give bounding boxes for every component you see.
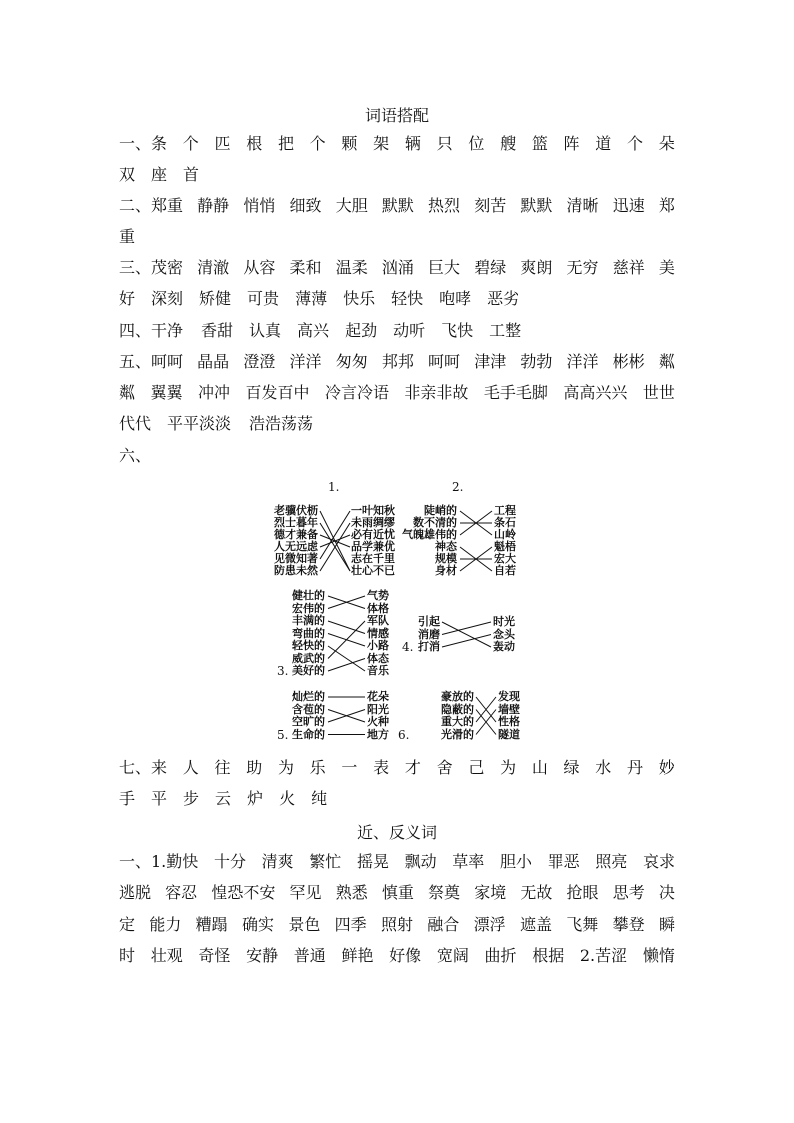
match-word: 威武的 — [292, 651, 325, 665]
word: 咆哮 — [439, 289, 472, 308]
match-word: 美好的 — [292, 664, 325, 677]
word: 个 — [182, 134, 199, 153]
word: 彬彬 — [612, 352, 645, 371]
match-word: 条石 — [494, 516, 516, 529]
word: 哀求 — [642, 852, 675, 871]
match-word: 气势 — [367, 589, 389, 602]
match-word: 山岭 — [494, 528, 516, 541]
word: 安静 — [246, 946, 279, 965]
text-line — [119, 413, 675, 435]
word: 快乐 — [343, 289, 376, 308]
group-number: 3. — [277, 664, 289, 678]
match-word: 一叶知秋 — [351, 504, 395, 517]
word: 绿 — [563, 758, 580, 777]
text-line — [119, 382, 675, 404]
word: 温柔 — [335, 258, 368, 277]
word: 丹 — [627, 758, 644, 777]
word: 呵呵 — [428, 352, 461, 371]
word: 工整 — [489, 321, 522, 340]
word: 好像 — [389, 946, 422, 965]
word: 一、1.勤快 — [119, 852, 199, 871]
word: 往 — [214, 758, 231, 777]
match-word: 墙壁 — [498, 702, 520, 716]
word: 悄悄 — [243, 196, 276, 215]
word: 澄澄 — [243, 352, 276, 371]
match-word: 引起 — [418, 615, 440, 628]
word: 美 — [658, 258, 675, 277]
word: 重 — [119, 227, 136, 246]
word: 默默 — [520, 196, 553, 215]
word: 确实 — [241, 915, 274, 934]
word: 清爽 — [261, 852, 294, 871]
text-line — [119, 851, 675, 873]
word: 胆小 — [499, 852, 532, 871]
match-word: 性格 — [498, 715, 520, 728]
word: 艘 — [500, 134, 517, 153]
text-line — [119, 257, 675, 279]
word: 水 — [595, 758, 612, 777]
match-word: 人无远虑 — [274, 540, 318, 553]
word: 架 — [373, 134, 390, 153]
word: 双 — [119, 165, 136, 184]
word: 照亮 — [595, 852, 628, 871]
match-word: 重大的 — [441, 715, 474, 728]
match-word: 灿烂的 — [292, 690, 325, 703]
match-word: 魁梧 — [494, 540, 516, 553]
word: 颗 — [341, 134, 358, 153]
word: 深刻 — [151, 289, 184, 308]
word: 静静 — [197, 196, 230, 215]
match-word: 丰满的 — [292, 614, 325, 627]
word: 清澈 — [197, 258, 230, 277]
word: 惶恐不安 — [211, 883, 276, 902]
match-word: 花朵 — [367, 690, 389, 703]
word: 根 — [246, 134, 263, 153]
word: 爽朗 — [520, 258, 553, 277]
text-line — [119, 195, 675, 217]
text-line — [119, 914, 675, 936]
word: 抢眼 — [566, 883, 599, 902]
match-word: 老骥伏枥 — [274, 504, 318, 517]
match-word: 小路 — [367, 639, 389, 652]
match-word: 工程 — [494, 504, 516, 517]
word: 奇怪 — [198, 946, 231, 965]
text-line — [119, 945, 675, 967]
match-line — [442, 622, 491, 635]
match-word: 弯曲的 — [292, 626, 325, 640]
word: 乐 — [309, 758, 326, 777]
word: 壮观 — [150, 946, 183, 965]
word: 二、郑重 — [119, 196, 184, 215]
word: 糟蹋 — [195, 915, 228, 934]
match-word: 气魄雄伟的 — [402, 528, 457, 541]
match-word: 音乐 — [367, 664, 389, 677]
word: 从容 — [243, 258, 276, 277]
match-line — [328, 659, 365, 672]
text-line — [119, 882, 675, 904]
word: 鲜艳 — [341, 946, 374, 965]
text-line — [119, 351, 675, 373]
word: 繁忙 — [309, 852, 342, 871]
match-line — [328, 646, 365, 671]
match-word: 隧道 — [498, 727, 520, 741]
word: 汹涌 — [381, 258, 414, 277]
word: 只 — [436, 134, 453, 153]
word: 郑 — [658, 196, 675, 215]
word: 邦邦 — [381, 352, 414, 371]
match-word: 自若 — [494, 564, 516, 577]
word: 冲冲 — [197, 383, 230, 402]
word: 高兴 — [297, 321, 330, 340]
word: 助 — [246, 758, 263, 777]
word: 薄薄 — [295, 289, 328, 308]
word: 匹 — [214, 134, 231, 153]
word: 慎重 — [381, 883, 414, 902]
word: 炉 — [247, 789, 264, 808]
word: 飞舞 — [566, 915, 599, 934]
match-word: 发现 — [498, 690, 520, 703]
word: 曲折 — [484, 946, 517, 965]
word: 平 — [151, 789, 168, 808]
match-word: 陡峭的 — [424, 504, 457, 517]
match-line — [442, 622, 491, 647]
word: 十分 — [213, 852, 246, 871]
word: 摇晃 — [356, 852, 389, 871]
match-word: 宏大 — [494, 552, 516, 565]
word: 能力 — [149, 915, 182, 934]
word: 迅速 — [612, 196, 645, 215]
word: 2.苦涩 — [579, 946, 628, 965]
group-number: 5. — [277, 728, 289, 742]
word: 六、 — [119, 446, 152, 465]
word: 罪恶 — [547, 852, 580, 871]
word: 漂浮 — [473, 915, 506, 934]
word: 位 — [468, 134, 485, 153]
group-number: 1. — [328, 480, 340, 494]
match-line — [328, 621, 365, 659]
match-word: 含苞的 — [292, 702, 325, 716]
word: 根据 — [532, 946, 565, 965]
word: 粼 — [119, 383, 136, 402]
group-number: 4. — [402, 640, 414, 654]
text-line — [119, 788, 675, 810]
group-number: 6. — [398, 728, 410, 742]
text-line — [119, 164, 675, 186]
text-line — [119, 133, 675, 155]
word: 步 — [183, 789, 200, 808]
match-word: 时光 — [493, 615, 515, 628]
word: 辆 — [404, 134, 421, 153]
match-line — [320, 511, 350, 559]
word: 晶晶 — [197, 352, 230, 371]
match-word: 情感 — [367, 626, 389, 640]
match-word: 品学兼优 — [351, 540, 395, 553]
word: 草率 — [452, 852, 485, 871]
word: 津津 — [474, 352, 507, 371]
word: 阵 — [563, 134, 580, 153]
word: 七、来 — [119, 758, 168, 777]
word: 碧绿 — [474, 258, 507, 277]
word: 个 — [309, 134, 326, 153]
word: 表 — [373, 758, 390, 777]
word: 四、干净 — [119, 321, 184, 340]
word: 罕见 — [289, 883, 322, 902]
word: 认真 — [249, 321, 282, 340]
word: 才 — [404, 758, 421, 777]
word: 火 — [279, 789, 296, 808]
word: 云 — [215, 789, 232, 808]
word: 为 — [500, 758, 517, 777]
word: 代代 — [119, 414, 152, 433]
word: 三、茂密 — [119, 258, 184, 277]
word: 洋洋 — [566, 352, 599, 371]
match-word: 未雨绸缪 — [351, 516, 395, 529]
text-line — [119, 226, 675, 248]
text-line — [119, 320, 675, 342]
match-word: 轻快的 — [292, 639, 325, 652]
word: 祭奠 — [428, 883, 461, 902]
word: 非亲非故 — [404, 383, 469, 402]
word: 宽阔 — [436, 946, 469, 965]
word: 动听 — [393, 321, 426, 340]
word: 浩浩荡荡 — [249, 414, 314, 433]
match-word: 身材 — [435, 564, 457, 577]
word: 勃勃 — [520, 352, 553, 371]
word: 纯 — [311, 789, 328, 808]
word: 无故 — [520, 883, 553, 902]
word: 时 — [119, 946, 136, 965]
word: 慈祥 — [612, 258, 645, 277]
word: 可贵 — [247, 289, 280, 308]
word: 飞快 — [441, 321, 474, 340]
word: 瞬 — [658, 915, 675, 934]
matching-figure — [270, 475, 530, 750]
word: 冷言冷语 — [324, 383, 389, 402]
word: 首 — [183, 165, 200, 184]
word: 矫健 — [199, 289, 232, 308]
match-word: 体态 — [367, 651, 389, 665]
word: 恶劣 — [487, 289, 520, 308]
match-word: 军队 — [367, 614, 389, 627]
word: 懒惰 — [642, 946, 675, 965]
match-word: 志在千里 — [351, 552, 395, 565]
word: 家境 — [474, 883, 507, 902]
word: 洋洋 — [289, 352, 322, 371]
word: 起劲 — [345, 321, 378, 340]
word: 攀登 — [612, 915, 645, 934]
word: 思考 — [612, 883, 645, 902]
word: 一、条 — [119, 134, 168, 153]
match-word: 念头 — [493, 627, 515, 641]
word: 融合 — [427, 915, 460, 934]
word: 粼 — [658, 352, 675, 371]
match-word: 隐蔽的 — [441, 702, 474, 716]
word: 毛手毛脚 — [483, 383, 548, 402]
word: 容忍 — [165, 883, 198, 902]
text-line — [119, 445, 675, 467]
word: 无穷 — [566, 258, 599, 277]
word: 决 — [658, 883, 675, 902]
word: 手 — [119, 789, 136, 808]
match-word: 规模 — [435, 552, 457, 565]
match-line — [442, 635, 491, 648]
word: 五、呵呵 — [119, 352, 184, 371]
text-line — [119, 288, 675, 310]
word: 个 — [627, 134, 644, 153]
word: 景色 — [288, 915, 321, 934]
word: 把 — [277, 134, 294, 153]
word: 定 — [119, 915, 136, 934]
word: 轻快 — [391, 289, 424, 308]
word: 飘动 — [404, 852, 437, 871]
match-word: 防患未然 — [274, 564, 318, 577]
word: 遮盖 — [519, 915, 552, 934]
match-word: 阳光 — [367, 702, 389, 716]
word: 匆匆 — [335, 352, 368, 371]
match-word: 打消 — [418, 640, 440, 653]
match-word: 光滑的 — [441, 727, 474, 741]
match-word: 健壮的 — [292, 589, 325, 602]
word: 普通 — [293, 946, 326, 965]
match-word: 德才兼备 — [274, 528, 318, 541]
word: 四季 — [334, 915, 367, 934]
word: 熟悉 — [335, 883, 368, 902]
match-word: 数不清的 — [413, 516, 457, 529]
word: 刻苦 — [474, 196, 507, 215]
match-word: 宏伟的 — [292, 601, 325, 615]
group-number: 2. — [452, 480, 464, 494]
word: 照射 — [380, 915, 413, 934]
match-word: 体格 — [367, 601, 389, 615]
match-word: 火种 — [367, 715, 389, 728]
word: 道 — [595, 134, 612, 153]
match-word: 必有近忧 — [351, 528, 395, 541]
word: 人 — [182, 758, 199, 777]
word: 妙 — [658, 758, 675, 777]
word: 清晰 — [566, 196, 599, 215]
section-title-collocation: 词语搭配 — [364, 106, 429, 125]
section-title-synonyms: 近、反义词 — [356, 823, 437, 842]
match-word: 神态 — [435, 540, 457, 553]
word: 一 — [341, 758, 358, 777]
word: 为 — [277, 758, 294, 777]
match-word: 空旷的 — [292, 715, 325, 728]
word: 山 — [531, 758, 548, 777]
word: 默默 — [381, 196, 414, 215]
word: 逃脱 — [119, 883, 152, 902]
match-word: 见微知著 — [274, 552, 318, 565]
word: 座 — [151, 165, 168, 184]
word: 香甜 — [201, 321, 234, 340]
word: 细致 — [289, 196, 322, 215]
word: 高高兴兴 — [563, 383, 628, 402]
word: 翼翼 — [150, 383, 183, 402]
word: 舍 — [436, 758, 453, 777]
word: 篮 — [531, 134, 548, 153]
word: 朵 — [658, 134, 675, 153]
word: 柔和 — [289, 258, 322, 277]
word: 世世 — [642, 383, 675, 402]
match-word: 壮心不已 — [351, 564, 395, 577]
word: 大胆 — [335, 196, 368, 215]
text-line — [119, 757, 675, 779]
match-word: 轰动 — [493, 640, 515, 653]
word: 百发百中 — [245, 383, 310, 402]
match-word: 生命的 — [292, 727, 325, 741]
match-word: 豪放的 — [441, 690, 474, 703]
word: 巨大 — [428, 258, 461, 277]
word: 热烈 — [428, 196, 461, 215]
word: 己 — [468, 758, 485, 777]
word: 好 — [119, 289, 136, 308]
match-word: 消磨 — [418, 627, 440, 641]
match-word: 地方 — [367, 727, 389, 741]
word: 平平淡淡 — [167, 414, 232, 433]
match-word: 烈士暮年 — [274, 516, 318, 529]
